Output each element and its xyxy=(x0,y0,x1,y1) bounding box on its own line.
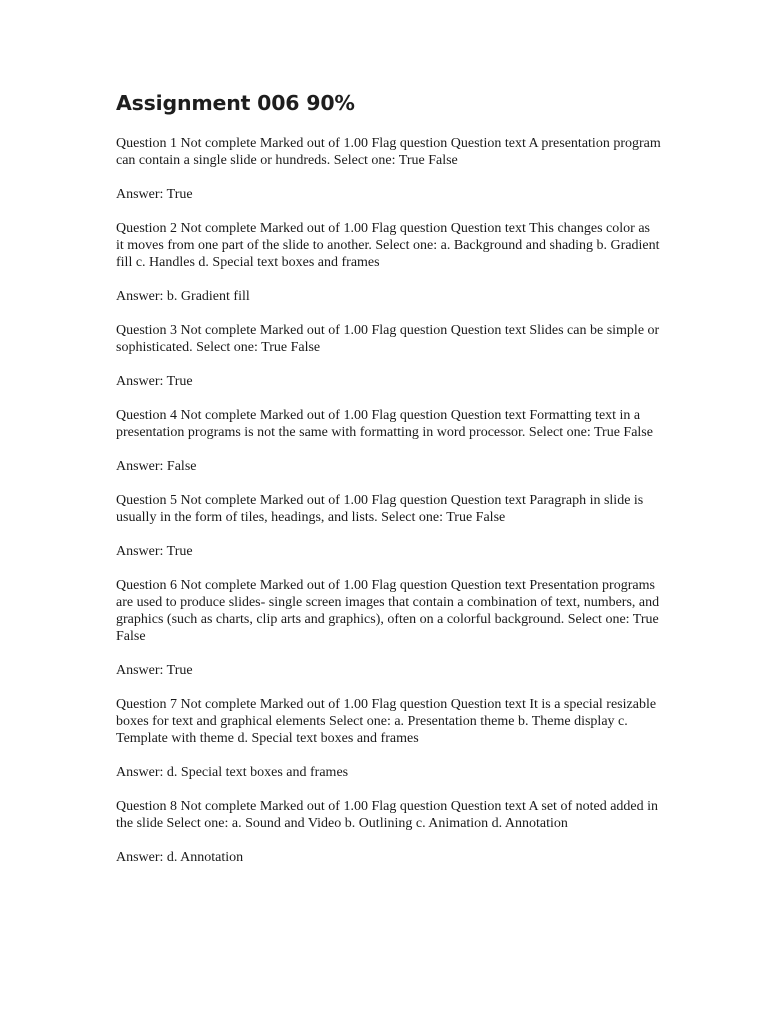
question-7-text: Question 7 Not complete Marked out of 1.00 Flag question Question text It is a special resizable boxes for text and graphical elements Select one: a. Presentation theme b. Theme display c. Template with theme d. Special text boxes and frames xyxy=(116,697,657,746)
question-1-text: Question 1 Not complete Marked out of 1.00 Flag question Question text A presentation program can contain a single slide or hundreds. Select one: True False xyxy=(116,136,661,168)
question-3-text: Question 3 Not complete Marked out of 1.00 Flag question Question text Slides can be simple or sophisticated. Select one: True False xyxy=(116,323,660,355)
document-title: Assignment 006 90% xyxy=(116,91,355,115)
answer-8-text: Answer: d. Annotation xyxy=(116,850,244,865)
question-5-text: Question 5 Not complete Marked out of 1.00 Flag question Question text Paragraph in slide is usually in the form of tiles, headings, and lists. Select one: True False xyxy=(116,493,644,525)
question-2-text: Question 2 Not complete Marked out of 1.00 Flag question Question text This changes color as it moves from one part of the slide to another. Select one: a. Background and shading b. Gradient fill c. Handles d. Special text boxes and frames xyxy=(116,221,660,270)
question-6-text: Question 6 Not complete Marked out of 1.00 Flag question Question text Presentation programs are used to produce slides- single screen images that contain a combination of text, numbers, and graphics (such as charts, clip arts and graphics), often on a colorful background. Select one: True False xyxy=(116,578,660,644)
question-list xyxy=(116,135,661,866)
answer-2-text: Answer: b. Gradient fill xyxy=(116,289,250,304)
question-4-text: Question 4 Not complete Marked out of 1.00 Flag question Question text Formatting text in a presentation programs is not the same with formatting in word processor. Select one: True False xyxy=(116,408,653,440)
answer-3-text: Answer: True xyxy=(116,374,193,389)
answer-1-text: Answer: True xyxy=(116,187,193,202)
answer-6-text: Answer: True xyxy=(116,663,193,678)
answer-4-text: Answer: False xyxy=(116,459,197,474)
document-page xyxy=(116,88,661,883)
answer-7-text: Answer: d. Special text boxes and frames xyxy=(116,765,349,780)
question-8-text: Question 8 Not complete Marked out of 1.00 Flag question Question text A set of noted added in the slide Select one: a. Sound and Video b. Outlining c. Animation d. Annotation xyxy=(116,799,659,831)
answer-5-text: Answer: True xyxy=(116,544,193,559)
